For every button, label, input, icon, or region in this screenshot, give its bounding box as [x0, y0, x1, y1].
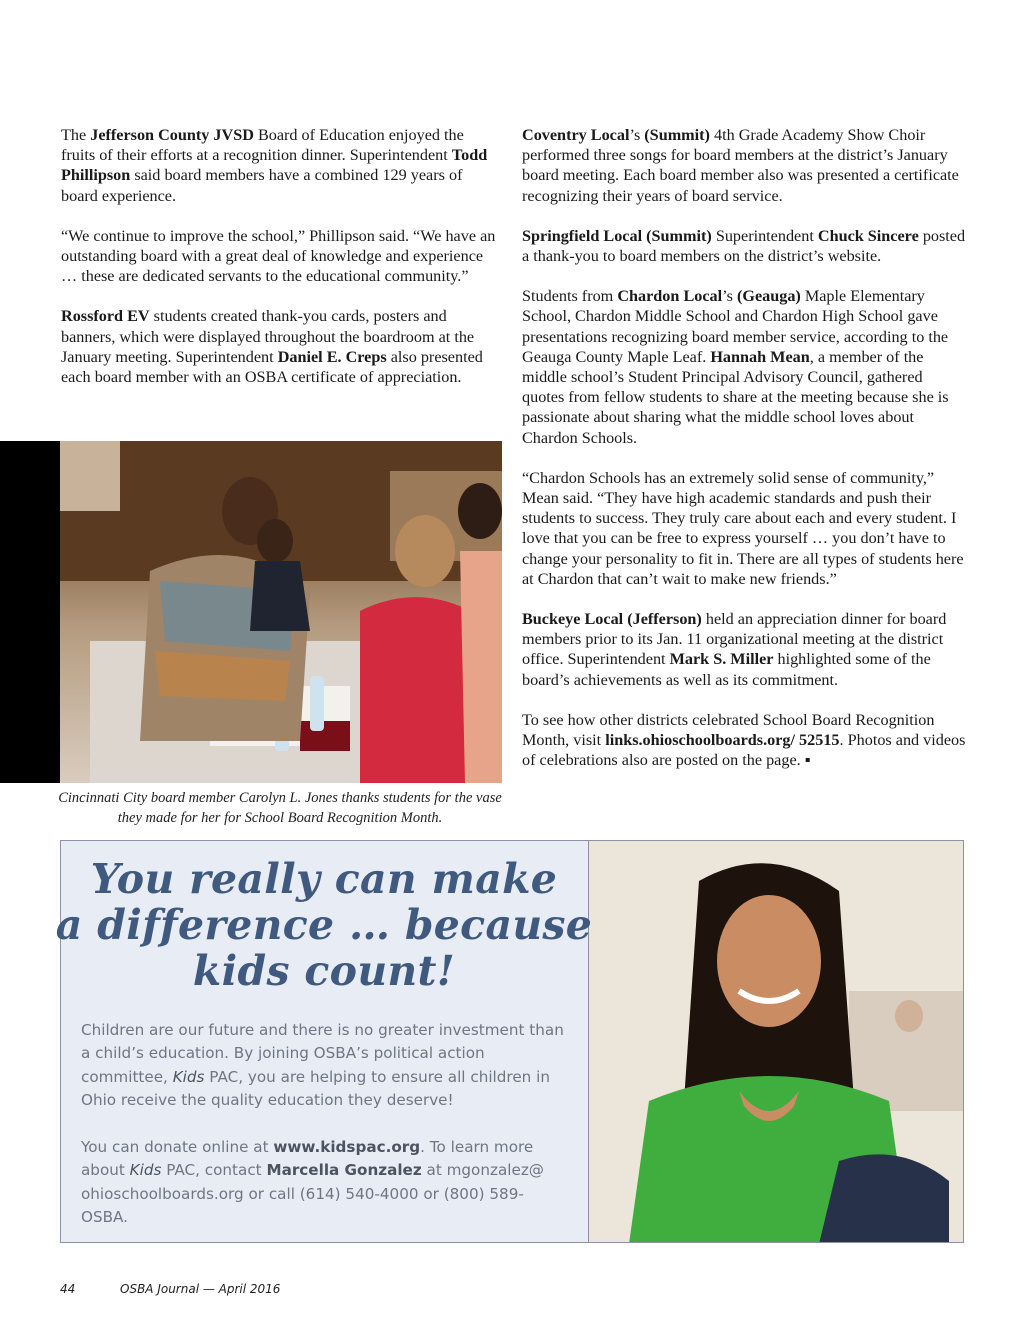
page-edge-bar — [0, 441, 60, 783]
kidspac-link[interactable]: www.kidspac.org — [273, 1138, 421, 1156]
ad-paragraph-donate: You can donate online at www.kidspac.org. To learn more about Kids PAC, contact Marcella Gonzalez at mgonzalez@ ohioschoolboards.org or call (614) 540-4000 or (800) 589-OSBA. — [81, 1138, 544, 1227]
left-article-column — [61, 125, 501, 407]
right-article-column — [522, 125, 966, 790]
paragraph-mean-quote: “Chardon Schools has an extremely solid sense of community,” Mean said. “They have high academic standards and push their students to success. They truly care about each and every student. I love that you can be free to express yourself … you don’t have to change your personality to fit in. There are all types of students here at Chardon that can’t wait to make new friends.” — [522, 468, 964, 588]
paragraph-springfield: Springfield Local (Summit) Superintendent Chuck Sincere posted a thank-you to board members on the district’s website. — [522, 226, 966, 266]
paragraph-phillipson-quote: “We continue to improve the school,” Phillipson said. “We have an outstanding board with a great deal of knowledge and experience … these are dedicated servants to the educational community.” — [61, 226, 496, 286]
publication-title: OSBA Journal — April 2016 — [120, 1282, 281, 1296]
link-text: links.ohioschoolboards.org/ 52515 — [605, 731, 840, 750]
board-member-photo — [60, 441, 502, 783]
photo-caption: Cincinnati City board member Carolyn L. Jones thanks students for the vase they made for her for School Board Recognition Month. — [58, 790, 502, 826]
paragraph-chardon: Students from Chardon Local’s (Geauga) Maple Elementary School, Chardon Middle School and Chardon High School gave presentations recognizing board member service, according to the Geauga County Maple Leaf. Hannah Mean, a member of the middle school’s Student Principal Advisory Council, gathered quotes from fellow students to share at the meeting because she is passionate about sharing what the middle school loves about Chardon Schools. — [522, 287, 949, 447]
page-number: 44 — [60, 1282, 76, 1296]
ad-paragraph-investment: Children are our future and there is no greater investment than a child’s education. By joining OSBA’s political action committee, Kids PAC, you are helping to ensure all children in Ohio receive the quality education they deserve! — [81, 1021, 564, 1110]
paragraph-rossford: Rossford EV students created thank-you cards, posters and banners, which were displayed throughout the boardroom at the January meeting. Superintendent Daniel E. Creps also presented each board member with an OSBA certificate of appreciation. — [61, 307, 483, 387]
paragraph-jefferson-county: The Jefferson County JVSD Board of Education enjoyed the fruits of their efforts at a recognition dinner. Superintendent Todd Phillipson said board members have a combined 129 years of board experience. — [61, 126, 488, 205]
board-member-photo-illustration — [60, 441, 502, 783]
paragraph-coventry: Coventry Local’s (Summit) 4th Grade Academy Show Choir performed three songs for board members at the district’s January board meeting. Each board member also was presented a certificate recognizing their years of board service. — [522, 126, 959, 205]
paragraph-see-more: To see how other districts celebrated School Board Recognition Month, visit links.ohioschoolboards.org/ 52515. Photos and videos of celebrations also are posted on the page. ▪ — [522, 710, 966, 770]
paragraph-buckeye: Buckeye Local (Jefferson) held an appreciation dinner for board members prior to its Jan. 11 organizational meeting at the district office. Superintendent Mark S. Miller highlighted some of the board’s achievements as well as its commitment. — [522, 610, 947, 689]
ad-headline: You really can make a difference … because kids count! — [55, 855, 593, 995]
